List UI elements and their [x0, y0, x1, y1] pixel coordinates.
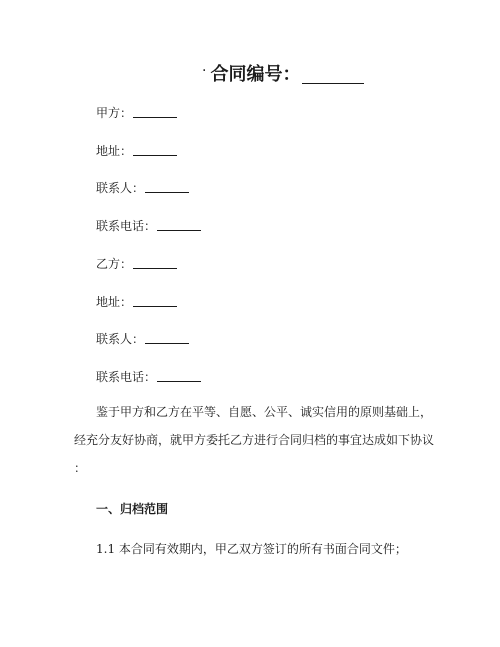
party-a-contact-blank	[145, 191, 189, 193]
party-b-contact-blank	[145, 342, 189, 344]
title-bullet: ·	[202, 63, 207, 79]
clause-text: 本合同有效期内，甲乙双方签订的所有书面合同文件；	[115, 542, 407, 556]
party-b-contact-label: 联系人：	[96, 332, 145, 346]
party-b-blank	[133, 267, 177, 269]
section-1-heading: 一、归档范围	[96, 502, 169, 516]
preamble-line-3: ：	[74, 461, 87, 475]
title-text: 合同编号：	[210, 64, 301, 85]
party-b-address-field	[96, 294, 177, 310]
clause-number: 1.1	[96, 542, 116, 556]
party-b-label: 乙方：	[96, 257, 133, 271]
party-b-phone-field	[96, 369, 201, 385]
party-b-phone-blank	[157, 380, 201, 382]
party-a-contact-field	[96, 180, 189, 196]
preamble-line-2: 经充分友好协商，就甲方委托乙方进行合同归档的事宜达成如下协议	[74, 433, 435, 447]
party-b-address-label: 地址：	[96, 295, 133, 309]
party-a-blank	[133, 116, 177, 118]
party-b-field	[96, 256, 177, 272]
party-a-contact-label: 联系人：	[96, 181, 145, 195]
party-a-field	[96, 105, 177, 121]
contract-number-blank	[302, 82, 364, 84]
party-b-phone-label: 联系电话：	[96, 370, 157, 384]
party-a-phone-field	[96, 218, 201, 234]
contract-title	[202, 62, 364, 88]
party-a-phone-label: 联系电话：	[96, 219, 157, 233]
party-a-address-blank	[133, 154, 177, 156]
party-a-address-field	[96, 143, 177, 159]
party-b-contact-field	[96, 331, 189, 347]
party-a-label: 甲方：	[96, 106, 133, 120]
party-a-address-label: 地址：	[96, 144, 133, 158]
clause-1-1	[96, 541, 407, 557]
preamble-paragraph	[74, 398, 434, 482]
party-b-address-blank	[133, 305, 177, 307]
preamble-line-1: 鉴于甲方和乙方在平等、自愿、公平、诚实信用的原则基础上，	[96, 405, 433, 419]
party-a-phone-blank	[157, 229, 201, 231]
